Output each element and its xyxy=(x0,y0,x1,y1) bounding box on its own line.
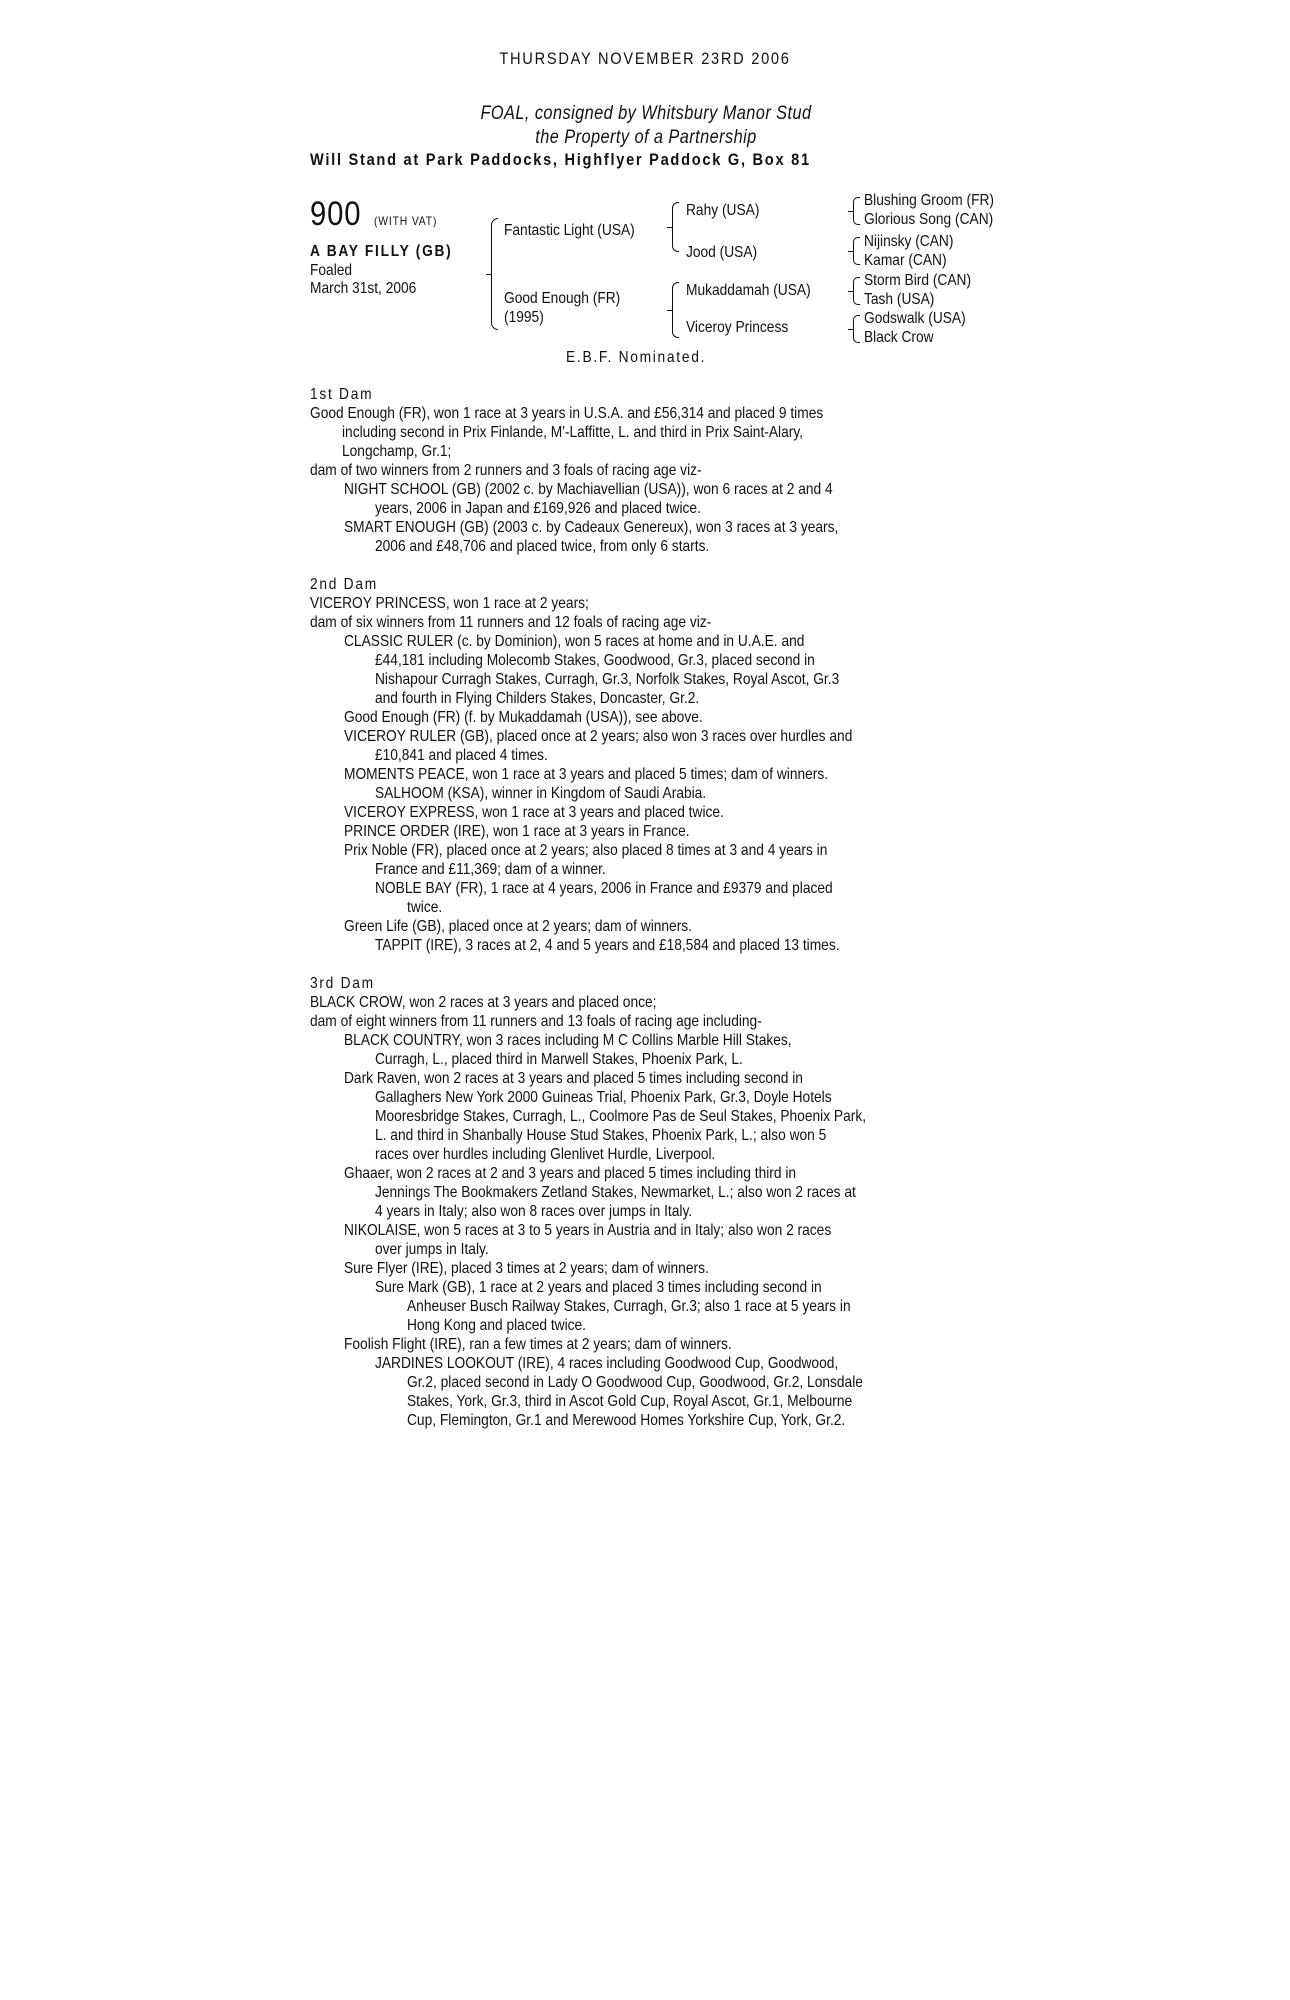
dam3-line-23: Cup, Flemington, Gr.1 and Merewood Homes Yorkshire Cup, York, Gr.2. xyxy=(407,1412,846,1429)
dam2-line-15: France and £11,369; dam of a winner. xyxy=(375,861,606,878)
pedigree-sdd: Kamar (CAN) xyxy=(864,252,947,269)
pedigree-brace-main xyxy=(491,218,498,330)
foaled-label: Foaled xyxy=(310,262,353,279)
dam1-line-4: dam of two winners from 2 runners and 3 foals of racing age viz- xyxy=(310,462,702,479)
dam2-line-8: VICEROY RULER (GB), placed once at 2 years; also won 3 races over hurdles and xyxy=(344,728,853,745)
pedigree-dsd: Tash (USA) xyxy=(864,291,935,308)
pedigree-sds: Nijinsky (CAN) xyxy=(864,233,954,250)
dam2-line-19: TAPPIT (IRE), 3 races at 2, 4 and 5 years and £18,584 and placed 13 times. xyxy=(375,937,840,954)
property-line: the Property of a Partnership xyxy=(535,127,757,148)
dam3-line-2: dam of eight winners from 11 runners and 13 foals of racing age including- xyxy=(310,1013,762,1030)
dam3-line-6: Gallaghers New York 2000 Guineas Trial, Phoenix Park, Gr.3, Doyle Hotels xyxy=(375,1089,832,1106)
dam2-line-2: dam of six winners from 11 runners and 12 foals of racing age viz- xyxy=(310,614,712,631)
dam3-line-10: Ghaaer, won 2 races at 2 and 3 years and placed 5 times including third in xyxy=(344,1165,797,1182)
pedigree-brace-ds xyxy=(853,277,860,305)
pedigree-brace-sire xyxy=(672,202,679,252)
pedigree-sire-sire: Rahy (USA) xyxy=(686,202,760,219)
pedigree-dam-dam: Viceroy Princess xyxy=(686,319,789,336)
dam3-line-7: Mooresbridge Stakes, Curragh, L., Coolmore Pas de Seul Stakes, Phoenix Park, xyxy=(375,1108,867,1125)
pedigree-dds: Godswalk (USA) xyxy=(864,310,966,327)
dam3-line-14: over jumps in Italy. xyxy=(375,1241,489,1258)
dam2-heading: 2nd Dam xyxy=(310,576,378,593)
dam3-line-9: races over hurdles including Glenlivet Hurdle, Liverpool. xyxy=(375,1146,716,1163)
dam1-line-3: Longchamp, Gr.1; xyxy=(342,443,452,460)
pedigree-dss: Storm Bird (CAN) xyxy=(864,272,972,289)
dam3-heading: 3rd Dam xyxy=(310,975,375,992)
dam3-line-12: 4 years in Italy; also won 8 races over jumps in Italy. xyxy=(375,1203,693,1220)
stand-location: Will Stand at Park Paddocks, Highflyer Paddock G, Box 81 xyxy=(310,150,811,169)
dam1-line-2: including second in Prix Finlande, M'-Laffitte, L. and third in Prix Saint-Alary, xyxy=(342,424,804,441)
dam2-line-13: PRINCE ORDER (IRE), won 1 race at 3 years in France. xyxy=(344,823,690,840)
dam3-line-5: Dark Raven, won 2 races at 3 years and placed 5 times including second in xyxy=(344,1070,803,1087)
dam2-line-3: CLASSIC RULER (c. by Dominion), won 5 races at home and in U.A.E. and xyxy=(344,633,805,650)
dam1-line-5: NIGHT SCHOOL (GB) (2002 c. by Machiavellian (USA)), won 6 races at 2 and 4 xyxy=(344,481,833,498)
dam1-line-7: SMART ENOUGH (GB) (2003 c. by Cadeaux Genereux), won 3 races at 3 years, xyxy=(344,519,839,536)
dam2-line-12: VICEROY EXPRESS, won 1 race at 3 years and placed twice. xyxy=(344,804,724,821)
dam3-line-8: L. and third in Shanbally House Stud Stakes, Phoenix Park, L.; also won 5 xyxy=(375,1127,827,1144)
dam2-line-11: SALHOOM (KSA), winner in Kingdom of Saudi Arabia. xyxy=(375,785,707,802)
dam1-line-1: Good Enough (FR), won 1 race at 3 years in U.S.A. and £56,314 and placed 9 times xyxy=(310,405,824,422)
dam3-line-15: Sure Flyer (IRE), placed 3 times at 2 years; dam of winners. xyxy=(344,1260,709,1277)
dam3-line-22: Stakes, York, Gr.3, third in Ascot Gold Cup, Royal Ascot, Gr.1, Melbourne xyxy=(407,1393,853,1410)
lot-number: 900 xyxy=(310,195,362,233)
dam2-line-17: twice. xyxy=(407,899,443,916)
pedigree-ddd: Black Crow xyxy=(864,329,934,346)
pedigree-sss: Blushing Groom (FR) xyxy=(864,192,994,209)
pedigree-brace-dd xyxy=(853,315,860,343)
consignor-line: FOAL, consigned by Whitsbury Manor Stud xyxy=(480,103,812,124)
dam3-line-18: Hong Kong and placed twice. xyxy=(407,1317,587,1334)
dam1-line-8: 2006 and £48,706 and placed twice, from only 6 starts. xyxy=(375,538,710,555)
dam2-line-4: £44,181 including Molecomb Stakes, Goodwood, Gr.3, placed second in xyxy=(375,652,815,669)
dam3-line-1: BLACK CROW, won 2 races at 3 years and placed once; xyxy=(310,994,657,1011)
dam2-line-9: £10,841 and placed 4 times. xyxy=(375,747,548,764)
pedigree-dam-sire: Mukaddamah (USA) xyxy=(686,282,811,299)
dam3-line-13: NIKOLAISE, won 5 races at 3 to 5 years in Austria and in Italy; also won 2 races xyxy=(344,1222,832,1239)
pedigree-ssd: Glorious Song (CAN) xyxy=(864,211,994,228)
dam3-line-20: JARDINES LOOKOUT (IRE), 4 races including Goodwood Cup, Goodwood, xyxy=(375,1355,839,1372)
dam3-line-21: Gr.2, placed second in Lady O Goodwood Cup, Goodwood, Gr.2, Lonsdale xyxy=(407,1374,863,1391)
pedigree-sire: Fantastic Light (USA) xyxy=(504,222,635,239)
foaled-date: March 31st, 2006 xyxy=(310,280,417,297)
dam3-line-17: Anheuser Busch Railway Stakes, Curragh, Gr.3; also 1 race at 5 years in xyxy=(407,1298,851,1315)
pedigree-dam: Good Enough (FR) xyxy=(504,290,621,307)
dam3-line-19: Foolish Flight (IRE), ran a few times at 2 years; dam of winners. xyxy=(344,1336,732,1353)
dam2-line-18: Green Life (GB), placed once at 2 years; dam of winners. xyxy=(344,918,692,935)
dam2-line-1: VICEROY PRINCESS, won 1 race at 2 years; xyxy=(310,595,589,612)
pedigree-brace-sd xyxy=(853,237,860,265)
dam2-line-7: Good Enough (FR) (f. by Mukaddamah (USA)), see above. xyxy=(344,709,703,726)
pedigree-sire-dam: Jood (USA) xyxy=(686,244,758,261)
dam3-line-11: Jennings The Bookmakers Zetland Stakes, Newmarket, L.; also won 2 races at xyxy=(375,1184,856,1201)
dam2-line-5: Nishapour Curragh Stakes, Curragh, Gr.3, Norfolk Stakes, Royal Ascot, Gr.3 xyxy=(375,671,840,688)
pedigree-dam-year: (1995) xyxy=(504,309,544,326)
dam1-heading: 1st Dam xyxy=(310,386,374,403)
sale-date: THURSDAY NOVEMBER 23RD 2006 xyxy=(499,49,791,68)
dam3-line-3: BLACK COUNTRY, won 3 races including M C Collins Marble Hill Stakes, xyxy=(344,1032,792,1049)
dam3-line-4: Curragh, L., placed third in Marwell Stakes, Phoenix Park, L. xyxy=(375,1051,743,1068)
lot-name: A BAY FILLY (GB) xyxy=(310,243,453,260)
ebf-nominated: E.B.F. Nominated. xyxy=(566,349,707,366)
vat-note: (WITH VAT) xyxy=(374,214,438,228)
pedigree-brace-dam xyxy=(672,282,679,338)
pedigree-brace-ss xyxy=(853,197,860,225)
dam2-line-16: NOBLE BAY (FR), 1 race at 4 years, 2006 in France and £9379 and placed xyxy=(375,880,833,897)
dam1-line-6: years, 2006 in Japan and £169,926 and placed twice. xyxy=(375,500,701,517)
dam3-line-16: Sure Mark (GB), 1 race at 2 years and placed 3 times including second in xyxy=(375,1279,822,1296)
dam2-line-6: and fourth in Flying Childers Stakes, Doncaster, Gr.2. xyxy=(375,690,700,707)
dam2-line-14: Prix Noble (FR), placed once at 2 years; also placed 8 times at 3 and 4 years in xyxy=(344,842,828,859)
dam2-line-10: MOMENTS PEACE, won 1 race at 3 years and placed 5 times; dam of winners. xyxy=(344,766,829,783)
